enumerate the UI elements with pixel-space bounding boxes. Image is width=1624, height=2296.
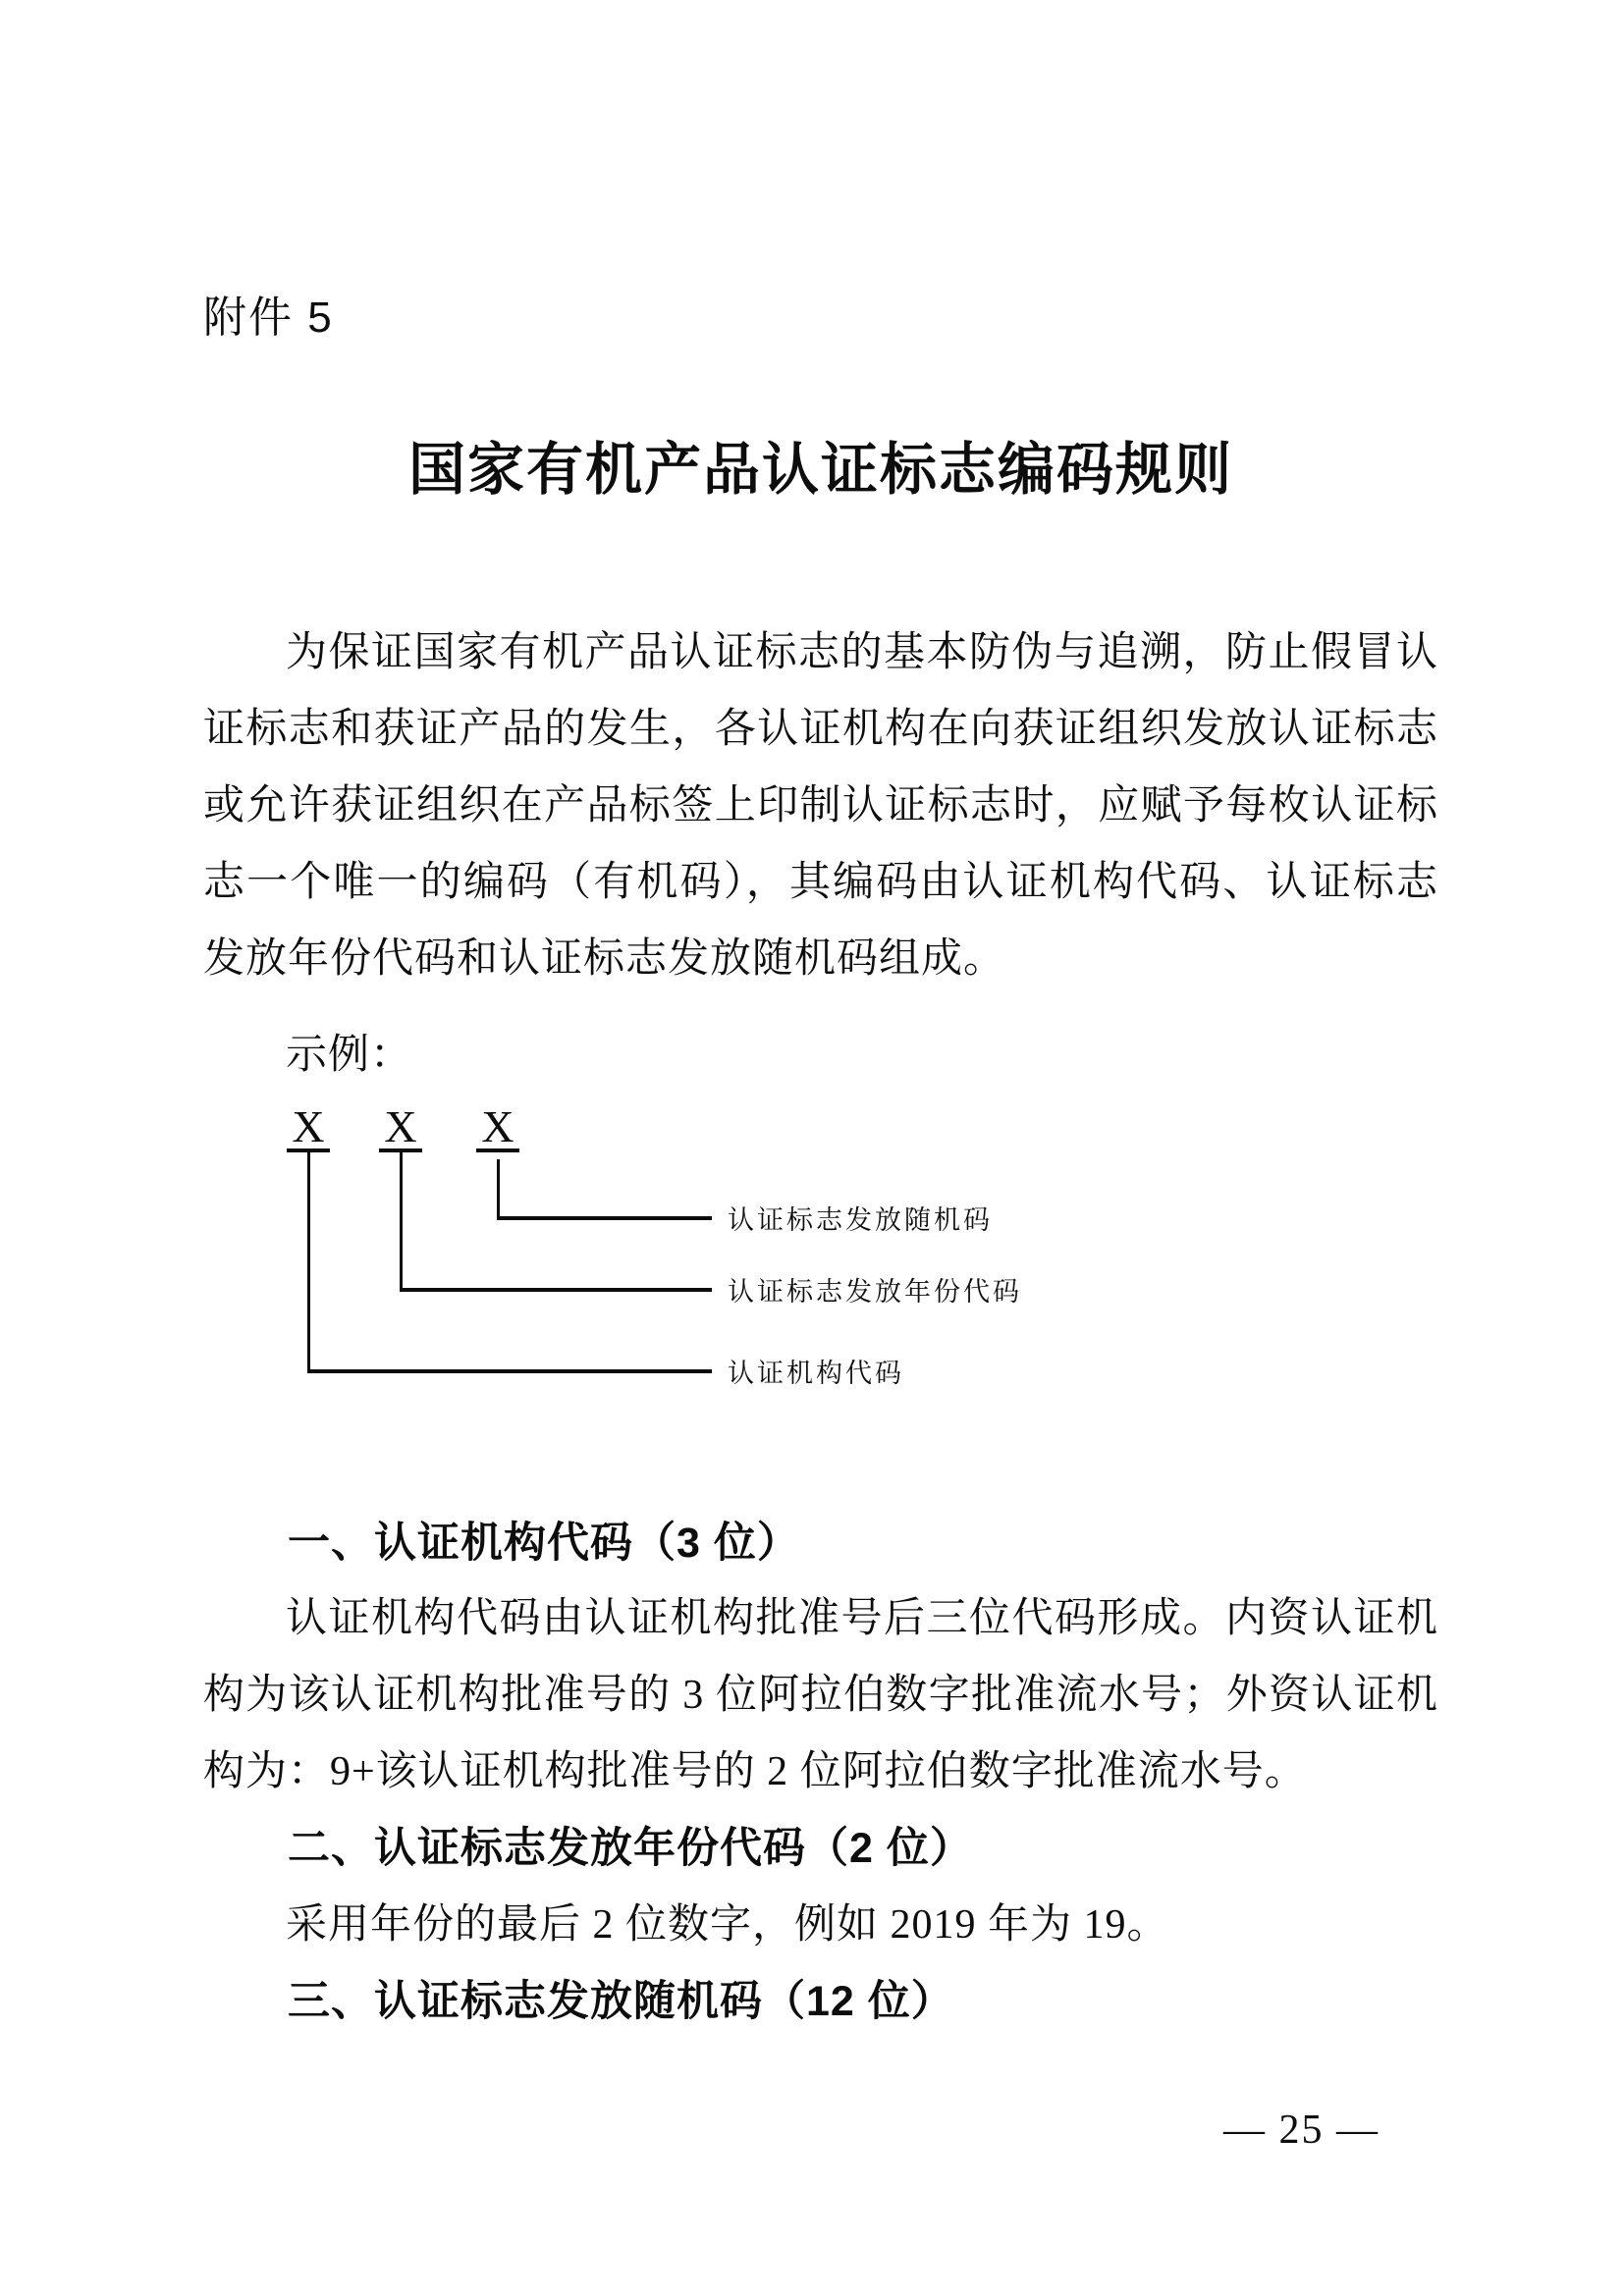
connector-vline-institution [307, 1152, 310, 1373]
section-2-heading: 二、认证标志发放年份代码（2 位） [288, 1825, 973, 1872]
document-title: 国家有机产品认证标志编码规则 [407, 438, 1233, 502]
section-1-body: 认证机构代码由认证机构批准号后三位代码形成。内资认证机构为该认证机构批准号的 3 位阿拉伯数字批准流水号；外资认证机构为：9+该认证机构批准号的 2 位阿拉伯数字批准流水号。 [203, 1596, 1438, 1794]
connector-hline-random [497, 1216, 712, 1220]
connector-hline-institution [307, 1369, 712, 1373]
connector-vline-year [400, 1152, 403, 1292]
intro-paragraph: 为保证国家有机产品认证标志的基本防伪与追溯，防止假冒认证标志和获证产品的发生，各认证机构在向获证组织发放认证标志或允许获证组织在产品标签上印制认证标志时，应赋予每枚认证标志一个唯一的编码（有机码），其编码由认证机构代码、认证标志发放年份代码和认证标志发放随机码组成。 [203, 630, 1438, 982]
diagram-label-year-code: 认证标志发放年份代码 [728, 1277, 1022, 1307]
placeholder-x-text: X [292, 1101, 325, 1151]
diagram-label-random-code: 认证标志发放随机码 [728, 1205, 993, 1235]
section-1-heading: 一、认证机构代码（3 位） [288, 1520, 800, 1567]
connector-hline-year [400, 1288, 712, 1292]
page-number: — 25 — [1223, 2108, 1380, 2153]
diagram-label-institution-code: 认证机构代码 [728, 1359, 904, 1388]
code-placeholder-year [379, 1101, 422, 1152]
connector-vline-random [497, 1159, 500, 1220]
placeholder-x-text: X [384, 1101, 417, 1151]
code-placeholder-institution [287, 1101, 330, 1152]
placeholder-x-text: X [481, 1101, 514, 1151]
section-3-heading: 三、认证标志发放随机码（12 位） [288, 1978, 954, 2025]
example-label: 示例： [286, 1033, 413, 1078]
section-2-body: 采用年份的最后 2 位数字，例如 2019 年为 19。 [286, 1902, 1169, 1948]
code-placeholder-random [476, 1101, 519, 1152]
attachment-label: 附件 5 [203, 294, 334, 342]
